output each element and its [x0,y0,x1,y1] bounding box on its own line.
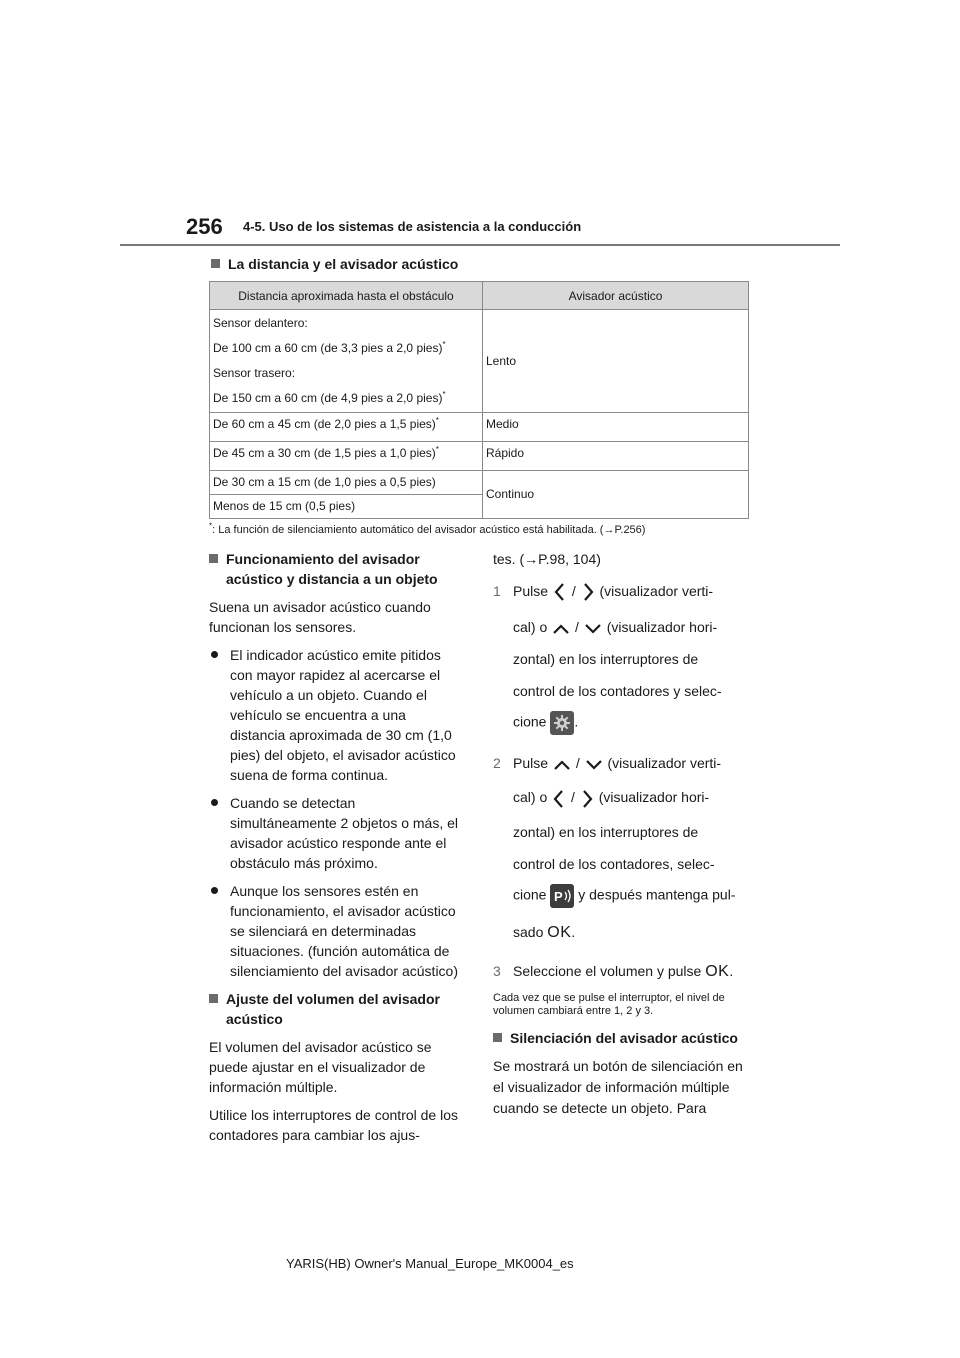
heading-text: Silenciación del avisador acústico [510,1029,738,1046]
list-item [209,793,459,873]
svg-text:P: P [554,888,564,904]
step-text: control de los contadores y selec- [513,683,722,700]
volume-adjust-heading [209,989,459,1029]
slash: / [575,619,579,636]
slash: / [571,583,576,599]
table-row [210,471,749,495]
step-text: (visualizador verti- [607,755,722,772]
table-header-distance: Distancia aproximada hasta el obstáculo [210,282,483,310]
ok-button-icon: OK [705,962,730,980]
square-bullet-icon [211,259,220,268]
row1-line: Sensor trasero: [213,366,296,380]
list-item [209,881,459,981]
table-row [210,442,749,471]
asterisk: * [442,390,446,399]
table-cell-buzzer: Continuo [483,471,749,519]
chevron-left-icon [552,581,568,603]
step-text: cal) o [513,619,548,636]
bullet-dot-icon [211,799,218,806]
chevron-down-icon [584,758,604,772]
volume-note: Cada vez que se pulse el interruptor, el nivel de volumen cambiará entre 1, 2 y 3. [493,991,725,1017]
list-item [209,645,459,785]
table-cell-distance [210,310,483,413]
left-column [209,549,459,1153]
table-cell-distance: De 45 cm a 30 cm (de 1,5 pies a 1,0 pies)* [210,442,483,471]
step-text: cione [513,714,547,730]
step-text: Seleccione el volumen y pulse [513,962,702,979]
footnote-mark: * [209,521,213,531]
table-footnote [209,521,646,536]
step-number: 2 [493,755,501,772]
period: . [729,962,734,979]
table-cell-distance: De 30 cm a 15 cm (de 1,0 pies a 0,5 pies) [210,471,483,495]
table-cell-buzzer: Rápido [483,442,749,471]
step-2 [493,753,755,960]
step-text: zontal) en los interruptores de [513,823,699,840]
chevron-up-icon [551,622,571,636]
asterisk: * [435,445,439,454]
square-bullet-icon [209,554,218,563]
paragraph: tes. (→P.98, 104) [493,551,601,567]
table-cell-distance: De 60 cm a 45 cm (de 2,0 pies a 1,5 pies)* [210,413,483,442]
bullet-dot-icon [211,651,218,658]
header-divider [120,244,840,246]
step-text: control de los contadores, selec- [513,855,715,872]
list-item-text: Cuando se detectan simultáneamente 2 objetos o más, el avisador acústico responde ante el obstáculo más próximo. [230,795,459,871]
parking-sensor-icon [550,884,574,908]
step-number: 3 [493,962,501,979]
asterisk: * [435,416,439,425]
period: . [571,923,576,940]
row1-line: De 150 cm a 60 cm (de 4,9 pies a 2,0 pies) [213,391,443,405]
chevron-right-icon [579,788,595,810]
step-text: zontal) en los interruptores de [513,651,699,668]
settings-gear-icon [550,711,574,735]
table-header-buzzer: Avisador acústico [483,282,749,310]
chevron-up-icon [552,758,572,772]
chevron-down-icon [583,622,603,636]
step-text: (visualizador hori- [598,789,710,806]
footer-manual-id: YARIS(HB) Owner's Manual_Europe_MK0004_es [286,1256,574,1271]
row1-line: De 100 cm a 60 cm (de 3,3 pies a 2,0 pies) [213,341,443,355]
slash: / [575,755,580,772]
step-3 [493,961,755,982]
asterisk: * [442,340,446,349]
step-number: 1 [493,583,501,599]
table-cell-buzzer: Lento [483,310,749,413]
heading-text: Funcionamiento del avisador acústico y distancia a un objeto [226,551,438,587]
step-text: (visualizador hori- [606,619,718,636]
square-bullet-icon [209,994,218,1003]
table-row [210,413,749,442]
square-bullet-icon [493,1033,502,1042]
right-column [493,549,755,1127]
slash: / [571,789,575,806]
section-title: 4-5. Uso de los sistemas de asistencia a la conducción [243,219,582,234]
step-text: sado [513,923,544,940]
step-1 [493,581,755,753]
chevron-right-icon [580,581,596,603]
heading-text: Ajuste del volumen del avisador acústico [226,991,440,1027]
buzzer-operation-heading [209,549,459,589]
table-row [210,310,749,413]
distance-heading-text: La distancia y el avisador acústico [228,256,459,272]
step-text: cal) o [513,789,548,806]
ok-button-icon: OK [547,923,572,941]
list-item-text: Aunque los sensores estén en funcionamiento, el avisador acústico se silenciará en determinadas situaciones. (función automática de silenciamiento del avisador acústico) [230,883,458,979]
period: . [574,714,579,730]
table-cell-distance: Menos de 15 cm (0,5 pies) [210,495,483,519]
distance-table [209,281,749,519]
chevron-left-icon [551,788,567,810]
paragraph: Suena un avisador acústico cuando funcionan los sensores. [209,599,431,635]
mute-heading [493,1028,755,1048]
step-text: (visualizador verti- [599,583,714,599]
page-number: 256 [186,214,223,239]
paragraph: El volumen del avisador acústico se puede ajustar en el visualizador de información múltiple. [209,1039,432,1095]
list-item-text: El indicador acústico emite pitidos con mayor rapidez al acercarse el vehículo a un objeto. Cuando el vehículo se encuentra a una distancia aproximada de 30 cm (1,0 pies) del objeto, el avisador acústico suena de forma continua. [230,647,456,783]
bullet-dot-icon [211,887,218,894]
row1-line: Sensor delantero: [213,316,308,330]
step-text: Pulse [513,755,549,772]
step-text: Pulse [513,583,549,599]
step-text: y después mantenga pul- [578,886,736,903]
footnote-text: : La función de silenciamiento automático del avisador acústico está habilitada. (→P.256) [212,524,646,536]
step-text: cione [513,886,547,903]
paragraph: Utilice los interruptores de control de los contadores para cambiar los ajus- [209,1107,459,1143]
paragraph: Se mostrará un botón de silenciación en el visualizador de información múltiple cuando se detecte un objeto. Para [493,1057,743,1116]
distance-heading [211,254,458,274]
table-cell-buzzer: Medio [483,413,749,442]
